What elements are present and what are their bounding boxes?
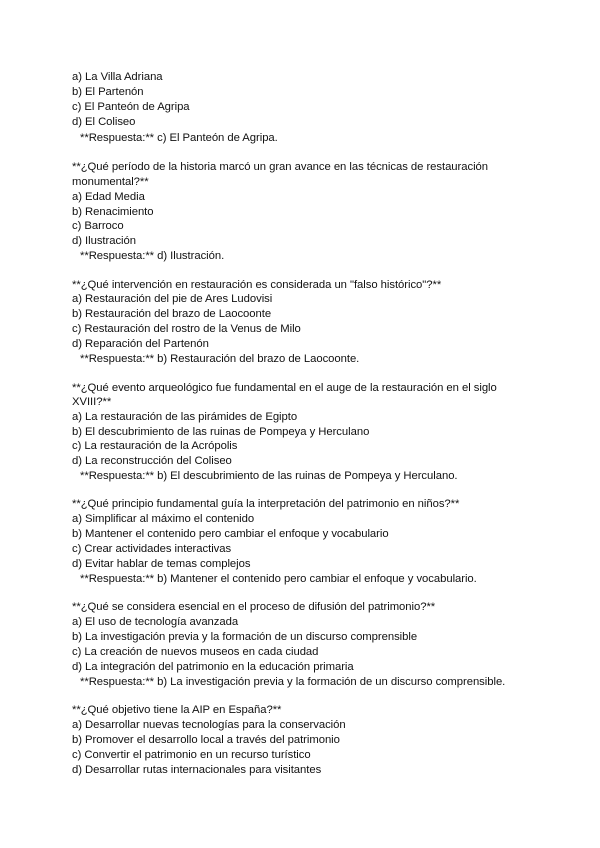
question-text: **¿Qué intervención en restauración es considerada un "falso histórico"?** — [72, 279, 442, 291]
option-text: b) Mantener el contenido pero cambiar el enfoque y vocabulario — [72, 528, 389, 540]
option-text: b) Promover el desarrollo local a través del patrimonio — [72, 734, 340, 746]
question-text: **¿Qué evento arqueológico fue fundamental en el auge de la restauración en el siglo — [72, 382, 497, 394]
option-text: b) Renacimiento — [72, 206, 154, 218]
option-text: a) La restauración de las pirámides de Egipto — [72, 411, 298, 423]
answer-text: **Respuesta:** b) La investigación previa y la formación de un discurso comprensible. — [80, 676, 506, 688]
option-text: b) El Partenón — [72, 86, 144, 98]
option-text: a) La Villa Adriana — [72, 71, 163, 83]
answer-text: **Respuesta:** b) Mantener el contenido pero cambiar el enfoque y vocabulario. — [80, 573, 477, 585]
option-text: c) Crear actividades interactivas — [72, 543, 232, 555]
option-text: b) El descubrimiento de las ruinas de Pompeya y Herculano — [72, 426, 370, 438]
option-text: a) Restauración del pie de Ares Ludovisi — [72, 293, 273, 305]
option-text: a) Edad Media — [72, 191, 145, 203]
question-text: **¿Qué se considera esencial en el proceso de difusión del patrimonio?** — [72, 601, 436, 613]
option-text: d) El Coliseo — [72, 116, 136, 128]
option-text: b) Restauración del brazo de Laocoonte — [72, 308, 272, 320]
option-text: c) Barroco — [72, 220, 124, 232]
option-text: c) Restauración del rostro de la Venus de Milo — [72, 323, 301, 335]
option-text: c) El Panteón de Agripa — [72, 101, 190, 113]
option-text: d) Reparación del Partenón — [72, 338, 209, 350]
answer-text: **Respuesta:** b) El descubrimiento de las ruinas de Pompeya y Herculano. — [80, 470, 458, 482]
option-text: a) Simplificar al máximo el contenido — [72, 513, 255, 525]
question-text: **¿Qué principio fundamental guía la interpretación del patrimonio en niños?** — [72, 498, 460, 510]
option-text: d) Desarrollar rutas internacionales para visitantes — [72, 764, 322, 776]
option-text: a) El uso de tecnología avanzada — [72, 616, 239, 628]
option-text: d) Evitar hablar de temas complejos — [72, 558, 251, 570]
option-text: b) La investigación previa y la formación de un discurso comprensible — [72, 631, 418, 643]
option-text: d) La reconstrucción del Coliseo — [72, 455, 232, 467]
answer-text: **Respuesta:** c) El Panteón de Agripa. — [80, 132, 278, 144]
option-text: c) La restauración de la Acrópolis — [72, 440, 238, 452]
question-text: **¿Qué objetivo tiene la AIP en España?** — [72, 704, 282, 716]
option-text: d) Ilustración — [72, 235, 136, 247]
answer-text: **Respuesta:** b) Restauración del brazo de Laocoonte. — [80, 353, 360, 365]
option-text: a) Desarrollar nuevas tecnologías para la conservación — [72, 719, 346, 731]
answer-text: **Respuesta:** d) Ilustración. — [80, 250, 225, 262]
option-text: c) La creación de nuevos museos en cada ciudad — [72, 646, 319, 658]
question-text: XVIII?** — [72, 396, 112, 408]
question-text: monumental?** — [72, 176, 149, 188]
option-text: d) La integración del patrimonio en la educación primaria — [72, 661, 354, 673]
option-text: c) Convertir el patrimonio en un recurso turístico — [72, 749, 311, 761]
question-text: **¿Qué período de la historia marcó un gran avance en las técnicas de restauración — [72, 161, 489, 173]
